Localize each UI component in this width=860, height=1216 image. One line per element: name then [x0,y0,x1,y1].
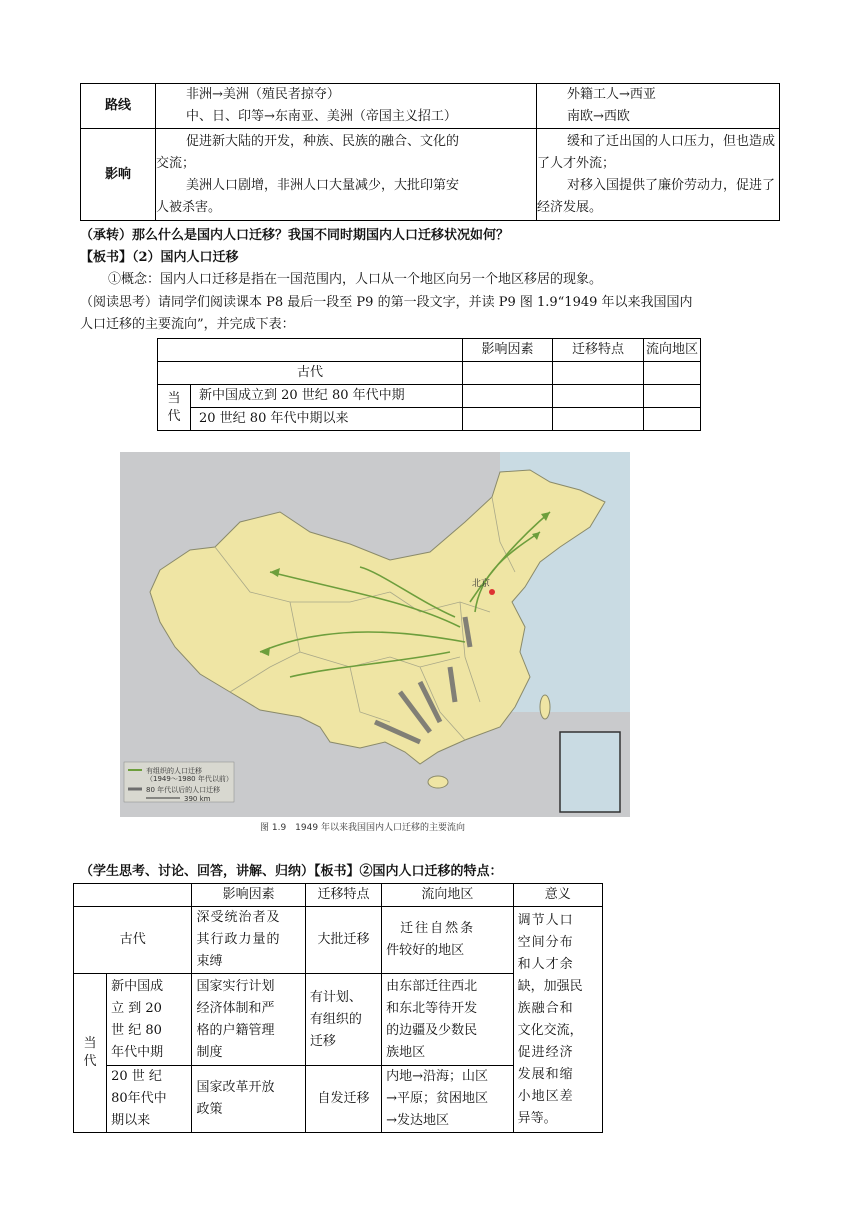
features-period1-flow: 由东部迁往西北 和东北等待开发 的边疆及少数民 族地区 [382,974,513,1066]
features-period2-label: 20 世 纪 80年代中 期以来 [107,1066,192,1133]
transition-line: （承转）那么什么是国内人口迁移？我国不同时期国内人口迁移状况如何？ [80,228,510,243]
features-meaning: 调节人口 空间分布 和人才余 缺，加强民 族融合和 文化交流， 促进经济 发展和缩 小地区差 异等。 [513,907,602,1133]
board-heading-2: 【板书】（2）国内人口迁移 [80,250,239,265]
features-period1-label: 新中国成 立 到 20 世 纪 80 年代中期 [107,974,192,1066]
features-period1-factor: 国家实行计划 经济体制和严 格的户籍管理 制度 [192,974,305,1066]
features-header-flow: 流向地区 [382,884,513,907]
features-period2-flow: 内地→沿海；山区 →平原；贫困地区 →发达地区 [382,1066,513,1133]
features-header-feature: 迁移特点 [305,884,381,907]
route-intl-left: 非洲→美洲（殖民者掠夺） 中、日、印等→东南亚、美洲（帝国主义招工） [156,84,537,129]
route-intl-right: 外籍工人→西亚 南欧→西欧 [537,84,780,129]
impact-label: 影响 [81,129,156,221]
map-caption: 图 1.9 1949 年以来我国国内人口迁移的主要流向 [260,823,465,833]
svg-text:80 年代以后的人口迁移: 80 年代以后的人口迁移 [146,786,221,794]
ws-row-period2: 20 世纪 80 年代中期以来 [191,408,463,431]
features-ancient-flow: 迁往自然条 件较好的地区 [382,907,513,974]
route-label: 路线 [81,84,156,129]
concept-line: ①概念：国内人口迁移是指在一国范围内，人口从一个地区向另一个地区移居的现象。 [108,272,603,287]
svg-text:有组织的人口迁移: 有组织的人口迁移 [146,767,202,775]
map-image [120,452,630,837]
ws-header-factor: 影响因素 [463,339,553,362]
features-ancient: 古代 [74,907,192,974]
features-period2-factor: 国家改革开放 政策 [192,1066,305,1133]
ws-header-flow: 流向地区 [644,339,701,362]
svg-text:（1949～1980 年代以前）: （1949～1980 年代以前） [146,775,233,783]
worksheet-table [157,338,701,431]
features-header-meaning: 意义 [513,884,602,907]
impact-right: 缓和了迁出国的人口压力，但也造成 了人才外流； 对移入国提供了廉价劳动力，促进了 经济发展。 [537,129,780,221]
impact-left: 促进新大陆的开发，种族、民族的融合、文化的 交流； 美洲人口剧增，非洲人口大量减少，大批印第安 人被杀害。 [156,129,537,221]
reading-line-2: 人口迁移的主要流向”，并完成下表： [80,317,295,332]
ws-ancient: 古代 [158,362,463,385]
features-ancient-feature: 大批迁移 [305,907,381,974]
migration-features-table [73,883,603,1133]
svg-text:北京: 北京 [472,579,491,589]
china-migration-map [120,452,630,837]
features-dangdai: 当 代 [74,974,107,1133]
reading-line-1: （阅读思考）请同学们阅读课本 P8 最后一段至 P9 的第一段文字，并读 P9 图 1.9“1949 年以来我国国内 [80,295,693,310]
ws-row-period1: 新中国成立到 20 世纪 80 年代中期 [191,385,463,408]
migration-route-table [80,83,780,221]
features-period1-feature: 有计划、 有组织的 迁移 [305,974,381,1066]
features-header-factor: 影响因素 [192,884,305,907]
ws-dangdai: 当 代 [158,385,191,431]
features-period2-feature: 自发迁移 [305,1066,381,1133]
svg-text:390 km: 390 km [184,795,211,803]
ws-header-feature: 迁移特点 [553,339,644,362]
features-ancient-factor: 深受统治者及 其行政力量的 束缚 [192,907,305,974]
thinking-heading: （学生思考、讨论、回答，讲解、归纳）【板书】②国内人口迁移的特点： [80,864,503,879]
